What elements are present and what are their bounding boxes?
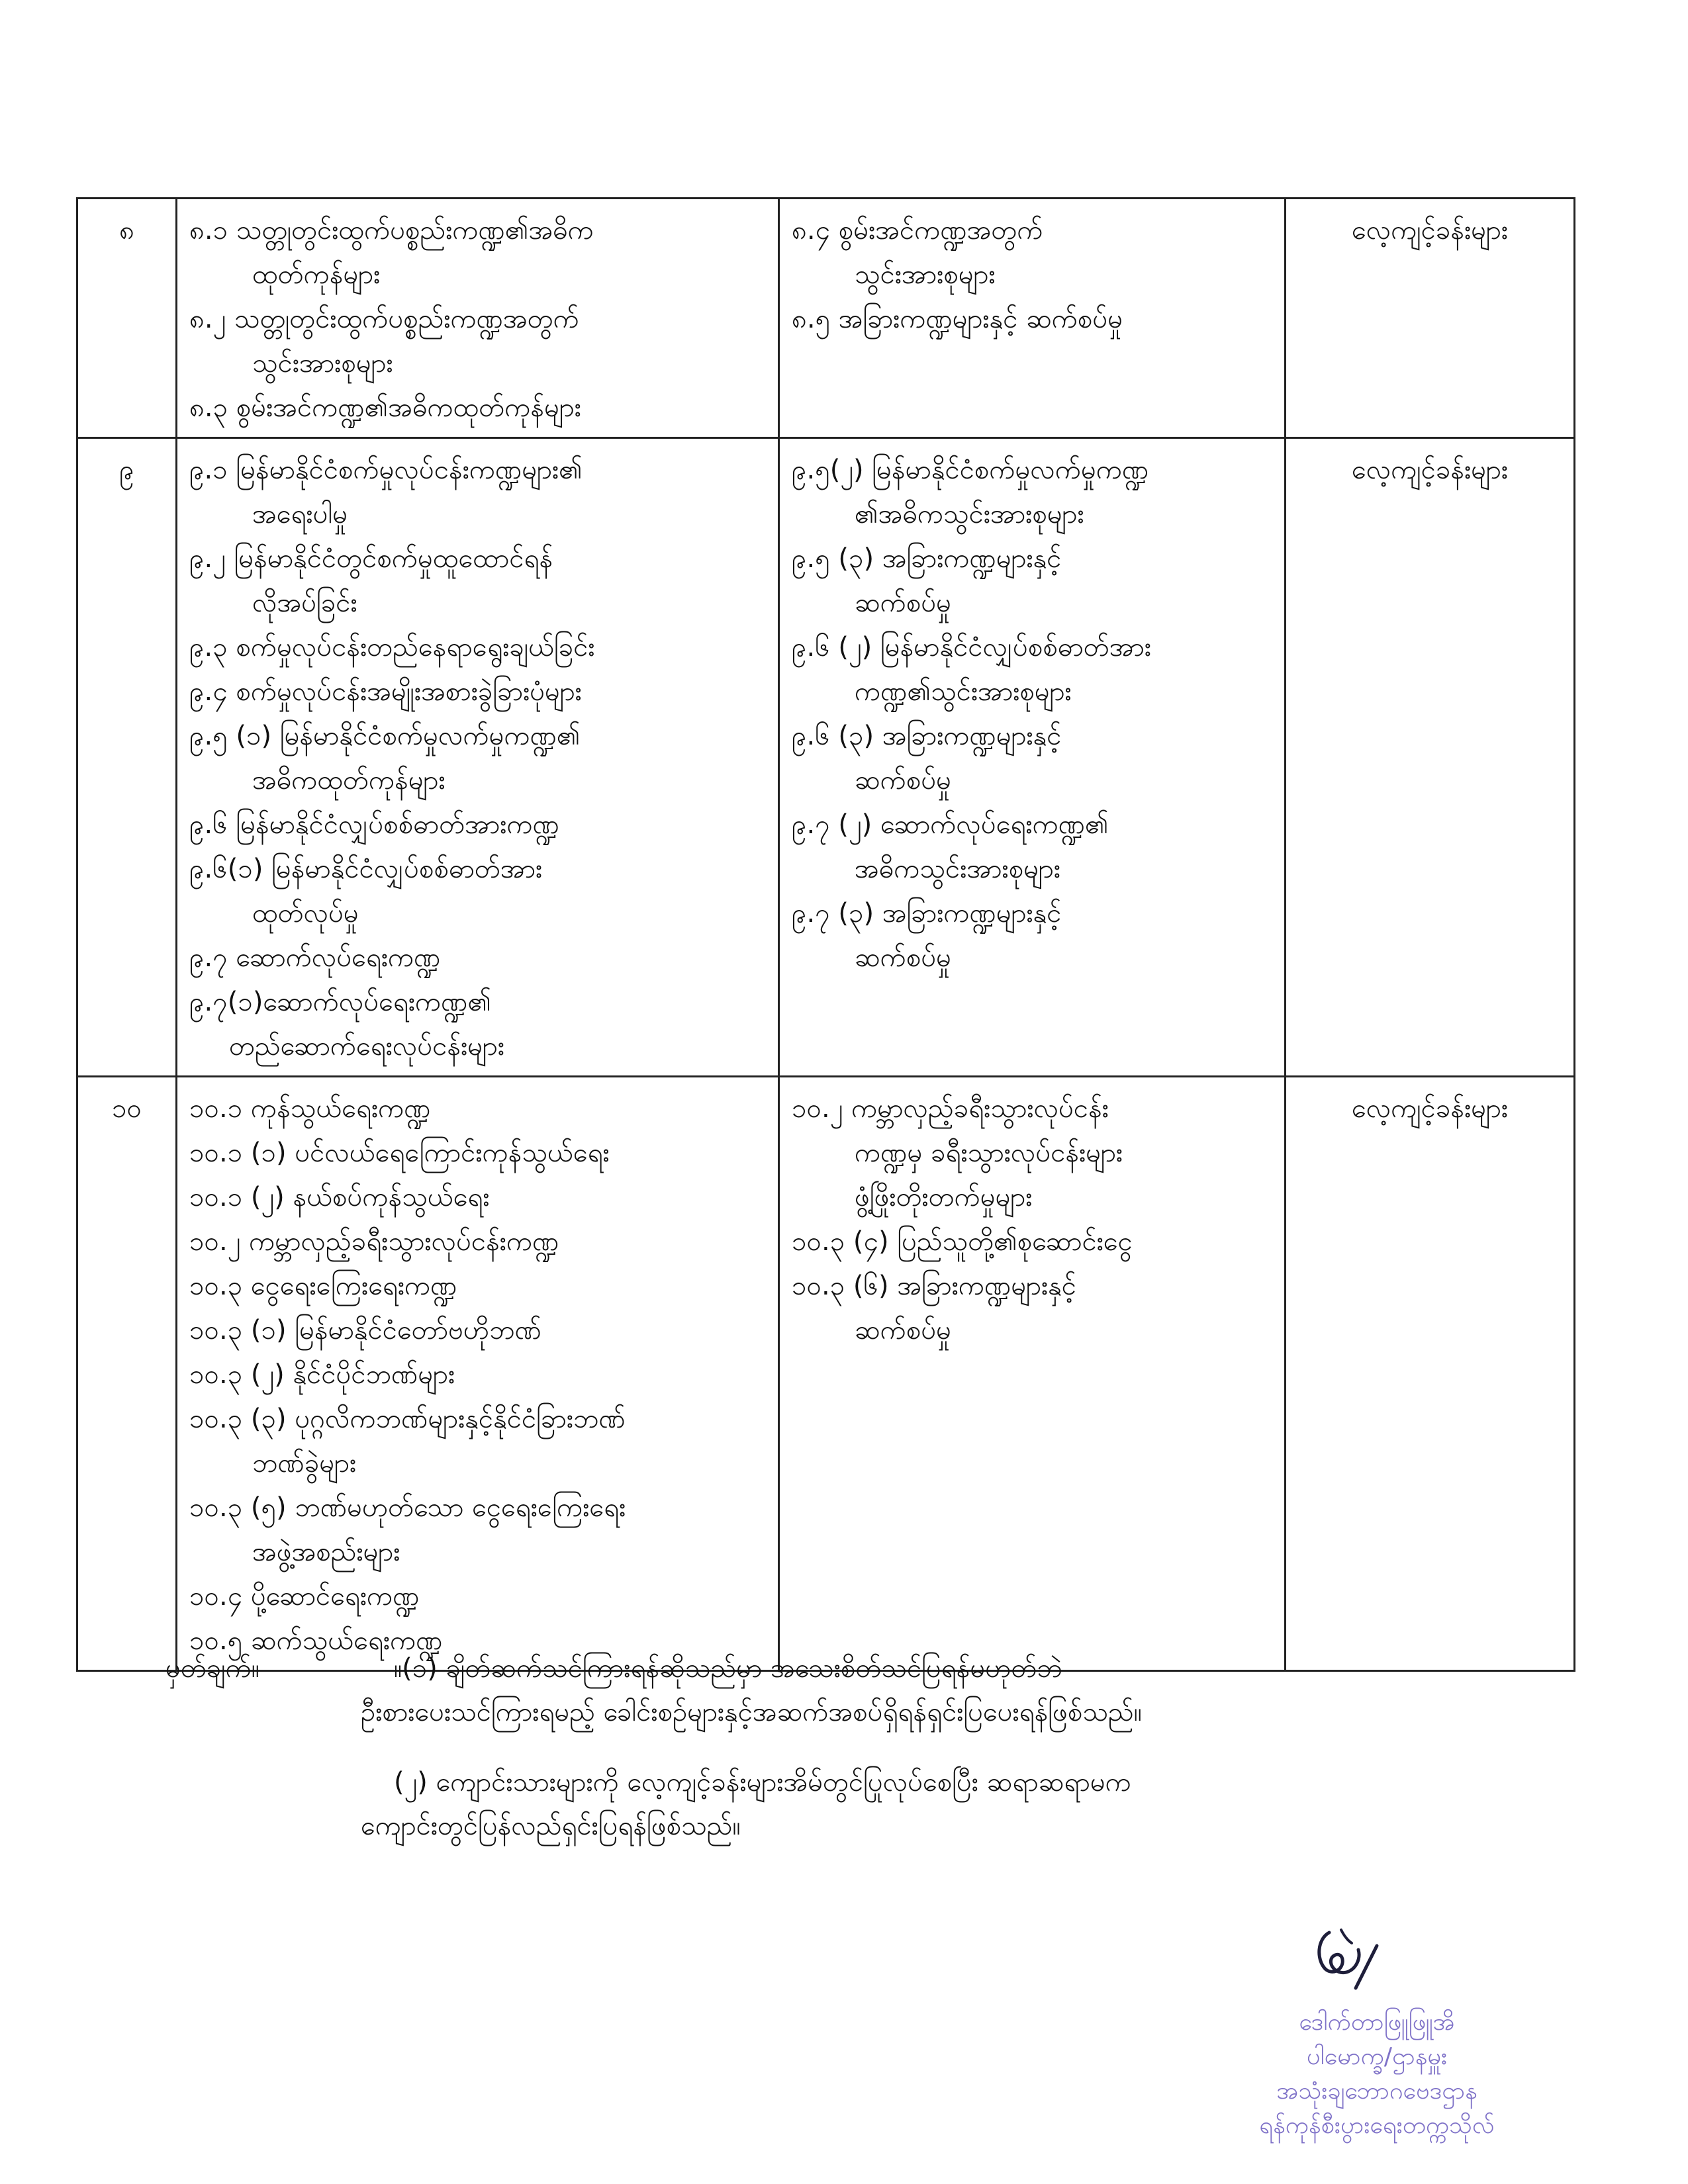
table-row [77,199,1575,438]
note-2-continuation [165,1804,1556,1848]
topic-line: ၉.၃ စက်မှုလုပ်ငန်းတည်နေရာရွေးချယ်ခြင်း [189,632,595,662]
topic-line: ၉.၆(၁) မြန်မာနိုင်ငံလျှပ်စစ်ဓာတ်အား [189,854,543,884]
topic-line: ၁၀.၁ (၂) နယ်စပ်ကုန်သွယ်ရေး [189,1182,490,1212]
topic-line: ဆက်စပ်မှု [855,942,951,973]
method-cell: လေ့ကျင့်ခန်းများ [1286,438,1575,1077]
topic-line: ၁၀.၃ (၅) ဘဏ်မဟုတ်သော ငွေရေးကြေးရေး [189,1492,626,1523]
topic-line: ၈.၂ သတ္တုတွင်းထွက်ပစ္စည်းကဏ္ဍအတွက် [189,304,579,334]
topic-line: ၉.၇(၁)ဆောက်လုပ်ရေးကဏ္ဍ၏ [189,987,492,1017]
topic-line: ၁၀.၁ ကုန်သွယ်ရေးကဏ္ဍ [189,1093,431,1124]
topic-line: ၏အဓိကသွင်းအားစုများ [855,499,1084,529]
note-2 [165,1760,1556,1804]
topic-line: ၁၀.၃ (၄) ပြည်သူတို့၏စုဆောင်းငွေ [792,1226,1133,1257]
topics-cell [177,438,779,1077]
table-row [77,438,1575,1077]
topic-line: ၁၀.၃ (၁) မြန်မာနိုင်ငံတော်ဗဟိုဘဏ် [189,1315,541,1345]
topic-line: ဆက်စပ်မှု [855,1315,951,1345]
topic-line: ၁၀.၂ ကမ္ဘာလှည့်ခရီးသွားလုပ်ငန်း [792,1093,1109,1124]
topic-line: ၁၀.၃ (၆) အခြားကဏ္ဍများနှင့် [792,1271,1076,1301]
table-row [77,1077,1575,1671]
signatory-name: ဒေါက်တာဖြူဖြူအိ [1299,2009,1455,2036]
topic-line: ဘဏ်ခွဲများ [252,1448,357,1479]
note-1-line-2: ဦးစားပေးသင်ကြားရမည့် ခေါင်းစဉ်များနှင့်အဆက်အစပ်ရှိရန်ရှင်းပြပေးရန်ဖြစ်သည်။ [361,1697,1142,1727]
note-2-line-1: (၂) ကျောင်းသားများကို လေ့ကျင့်ခန်းများအိမ်တွင်ပြုလုပ်စေပြီး ဆရာဆရာမက [394,1767,1131,1797]
topics-cell [177,199,779,438]
note-1 [165,1647,1556,1690]
topic-line: ၁၀.၃ (၃) ပုဂ္ဂလိကဘဏ်များနှင့်နိုင်ငံခြားဘဏ် [189,1404,626,1434]
topic-line: ၉.၅(၂) မြန်မာနိုင်ငံစက်မှုလက်မှုကဏ္ဍ [792,455,1149,485]
topic-line: ၉.၇ (၃) အခြားကဏ္ဍများနှင့် [792,898,1062,929]
topic-line: ၈.၄ စွမ်းအင်ကဏ္ဍအတွက် [792,215,1043,246]
note-1-continuation [165,1690,1556,1734]
topic-line: ၉.၇ (၂) ဆောက်လုပ်ရေးကဏ္ဍ၏ [792,809,1109,840]
topic-line: ၉.၆ မြန်မာနိုင်ငံလျှပ်စစ်ဓာတ်အားကဏ္ဍ [189,809,559,840]
topic-line: ၉.၆ (၃) အခြားကဏ္ဍများနှင့် [792,721,1062,751]
topic-line: ၈.၅ အခြားကဏ္ဍများနှင့် ဆက်စပ်မှု [792,304,1123,334]
note-1-line-1: ။(၁) ချိတ်ဆက်သင်ကြားရန်ဆိုသည်မှာ အသေးစိတ်သင်ပြရန်မဟုတ်ဘဲ [394,1653,1062,1684]
topic-line: ဖွံ့ဖြိုးတိုးတက်မှုများ [855,1182,1033,1212]
topic-line: ၁၀.၃ (၂) နိုင်ငံပိုင်ဘဏ်များ [189,1359,455,1390]
handwritten-signature [1278,1906,1410,2005]
topic-line: ၉.၁ မြန်မာနိုင်ငံစက်မှုလုပ်ငန်းကဏ္ဍများ၏ [189,455,583,485]
topic-line: ၉.၂ မြန်မာနိုင်ငံတွင်စက်မှုထူထောင်ရန် [189,543,553,574]
spacer [165,1734,1556,1760]
method-cell: လေ့ကျင့်ခန်းများ [1286,199,1575,438]
topic-line: ၈.၁ သတ္တုတွင်းထွက်ပစ္စည်းကဏ္ဍ၏အဓိက [189,215,594,246]
topic-line: ဆက်စပ်မှု [855,588,951,618]
signatory-university: ရန်ကုန်စီးပွားရေးတက္ကသိုလ် [1259,2112,1495,2139]
chapter-number: ၉ [77,438,177,1077]
topic-line: သွင်းအားစုများ [252,348,393,379]
topic-line: ၉.၅ (၁) မြန်မာနိုင်ငံစက်မှုလက်မှုကဏ္ဍ၏ [189,721,581,751]
topic-line: ထုတ်ကုန်များ [252,259,381,290]
topic-line: ၁၀.၂ ကမ္ဘာလှည့်ခရီးသွားလုပ်ငန်းကဏ္ဍ [189,1226,559,1257]
topic-line: ဆက်စပ်မှု [855,765,951,796]
topic-line: ကဏ္ဍ၏သွင်းအားစုများ [855,676,1072,707]
linked-topics-cell [779,1077,1286,1671]
syllabus-table [76,197,1575,1672]
topic-line: ထုတ်လုပ်မှု [252,898,359,929]
topic-line: ၉.၄ စက်မှုလုပ်ငန်းအမျိုးအစားခွဲခြားပုံများ [189,676,582,707]
topic-line: ၈.၃ စွမ်းအင်ကဏ္ဍ၏အဓိကထုတ်ကုန်များ [189,392,581,423]
topic-line: ၉.၆ (၂) မြန်မာနိုင်ငံလျှပ်စစ်ဓာတ်အား [792,632,1152,662]
notes-label: မှတ်ချက်။ [165,1653,259,1684]
topic-line: ၉.၇ ဆောက်လုပ်ရေးကဏ္ဍ [189,942,441,973]
topic-line: ၁၀.၄ ပို့ဆောင်ရေးကဏ္ဍ [189,1581,420,1612]
signatory-department: အသုံးချဘောဂဗေဒဌာန [1276,2077,1477,2105]
notes-section [165,1647,1556,1848]
method-cell: လေ့ကျင့်ခန်းများ [1286,1077,1575,1671]
topic-line: လိုအပ်ခြင်း [252,588,357,618]
topic-line: အဖွဲ့အစည်းများ [252,1537,400,1567]
topic-line: ၁၀.၃ ငွေရေးကြေးရေးကဏ္ဍ [189,1271,457,1301]
topic-line: အဓိကသွင်းအားစုများ [855,854,1060,884]
chapter-number: ၁၀ [77,1077,177,1671]
note-2-line-2: ကျောင်းတွင်ပြန်လည်ရှင်းပြရန်ဖြစ်သည်။ [361,1811,741,1841]
topic-line: အရေးပါမှု [252,499,348,529]
signature-block [1192,2005,1562,2143]
topic-line: သွင်းအားစုများ [855,259,996,290]
topics-cell [177,1077,779,1671]
topic-line: အဓိကထုတ်ကုန်များ [252,765,445,796]
topic-line: တည်ဆောက်ရေးလုပ်ငန်းများ [229,1031,505,1062]
topic-line: ၉.၅ (၃) အခြားကဏ္ဍများနှင့် [792,543,1062,574]
linked-topics-cell [779,199,1286,438]
linked-topics-cell [779,438,1286,1077]
topic-line: ၁၀.၅ ဆက်သွယ်ရေးကဏ္ဍ [189,1625,443,1656]
signatory-title: ပါမောက္ခ/ဌာနမှူး [1306,2043,1448,2070]
topic-line: ၁၀.၁ (၁) ပင်လယ်ရေကြောင်းကုန်သွယ်ရေး [189,1138,610,1168]
chapter-number: ၈ [77,199,177,438]
topic-line: ကဏ္ဍမှ ခရီးသွားလုပ်ငန်းများ [855,1138,1123,1168]
